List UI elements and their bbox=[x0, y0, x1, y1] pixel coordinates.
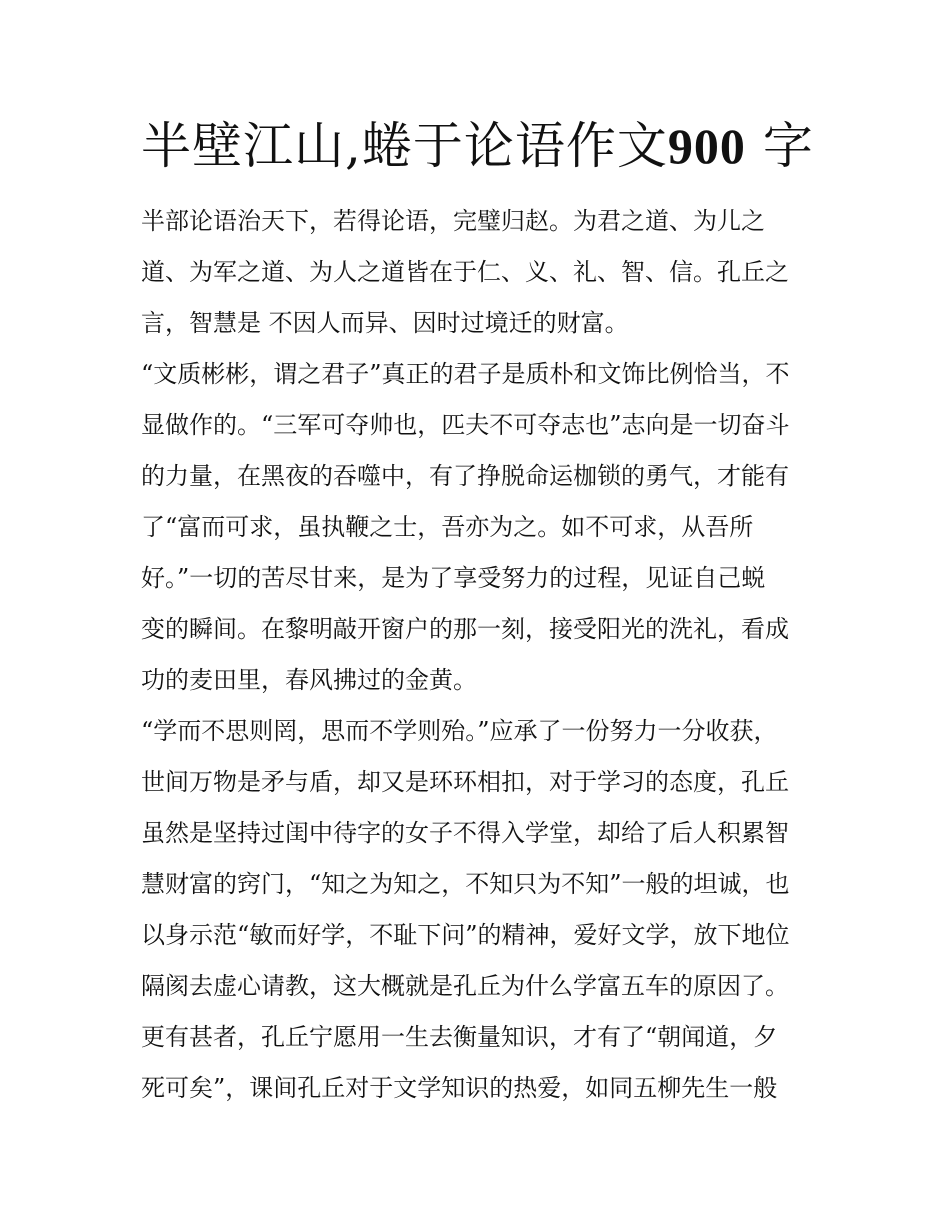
text-line: 死可矣”，课间孔丘对于文学知识的热爱，如同五柳先生一般 bbox=[141, 1074, 778, 1102]
text-line: 的力量，在黑夜的吞噬中，有了挣脱命运枷锁的勇气，才能有 bbox=[141, 462, 789, 490]
text-line: 显做作的。“三军可夺帅也，匹夫不可夺志也”志向是一切奋斗 bbox=[141, 411, 790, 439]
text-line: 虽然是坚持过闺中待字的女子不得入学堂，却给了后人积累智 bbox=[141, 819, 789, 847]
text-line: 隔阂去虚心请教，这大概就是孔丘为什么学富五车的原因了。 bbox=[141, 972, 789, 1000]
text-line: 好。”一切的苦尽甘来，是为了享受努力的过程，见证自己蜕 bbox=[141, 564, 766, 592]
text-line: 变的瞬间。在黎明敲开窗户的那一刻，接受阳光的洗礼，看成 bbox=[141, 615, 789, 643]
text-line: 以身示范“敏而好学，不耻下问”的精神，爱好文学，放下地位 bbox=[141, 921, 790, 949]
title-number: 900 bbox=[667, 118, 746, 174]
text-line: “文质彬彬，谓之君子”真正的君子是质朴和文饰比例恰当，不 bbox=[141, 360, 790, 388]
text-line: 了“富而可求，虽执鞭之士，吾亦为之。如不可求，从吾所 bbox=[141, 513, 754, 541]
document-title bbox=[141, 113, 841, 179]
text-line: 言，智慧是 不因人而异、因时过境迁的财富。 bbox=[141, 309, 629, 337]
text-line: “学而不思则罔，思而不学则殆。”应承了一份努力一分收获， bbox=[141, 717, 778, 745]
text-line: 半部论语治天下，若得论语，完璧归赵。为君之道、为儿之 bbox=[141, 207, 765, 235]
text-line: 道、为军之道、为人之道皆在于仁、义、礼、智、信。孔丘之 bbox=[141, 258, 789, 286]
text-line: 功的麦田里，春风拂过的金黄。 bbox=[141, 666, 477, 694]
text-line: 更有甚者，孔丘宁愿用一生去衡量知识，才有了“朝闻道，夕 bbox=[141, 1023, 778, 1051]
title-main-text: 半壁江山,蜷于论语作文 bbox=[141, 117, 668, 175]
text-line: 慧财富的窍门，“知之为知之，不知只为不知”一般的坦诚，也 bbox=[141, 870, 790, 898]
essay-body bbox=[141, 196, 821, 1114]
title-suffix: 字 bbox=[762, 117, 814, 175]
text-line: 世间万物是矛与盾，却又是环环相扣，对于学习的态度，孔丘 bbox=[141, 768, 789, 796]
